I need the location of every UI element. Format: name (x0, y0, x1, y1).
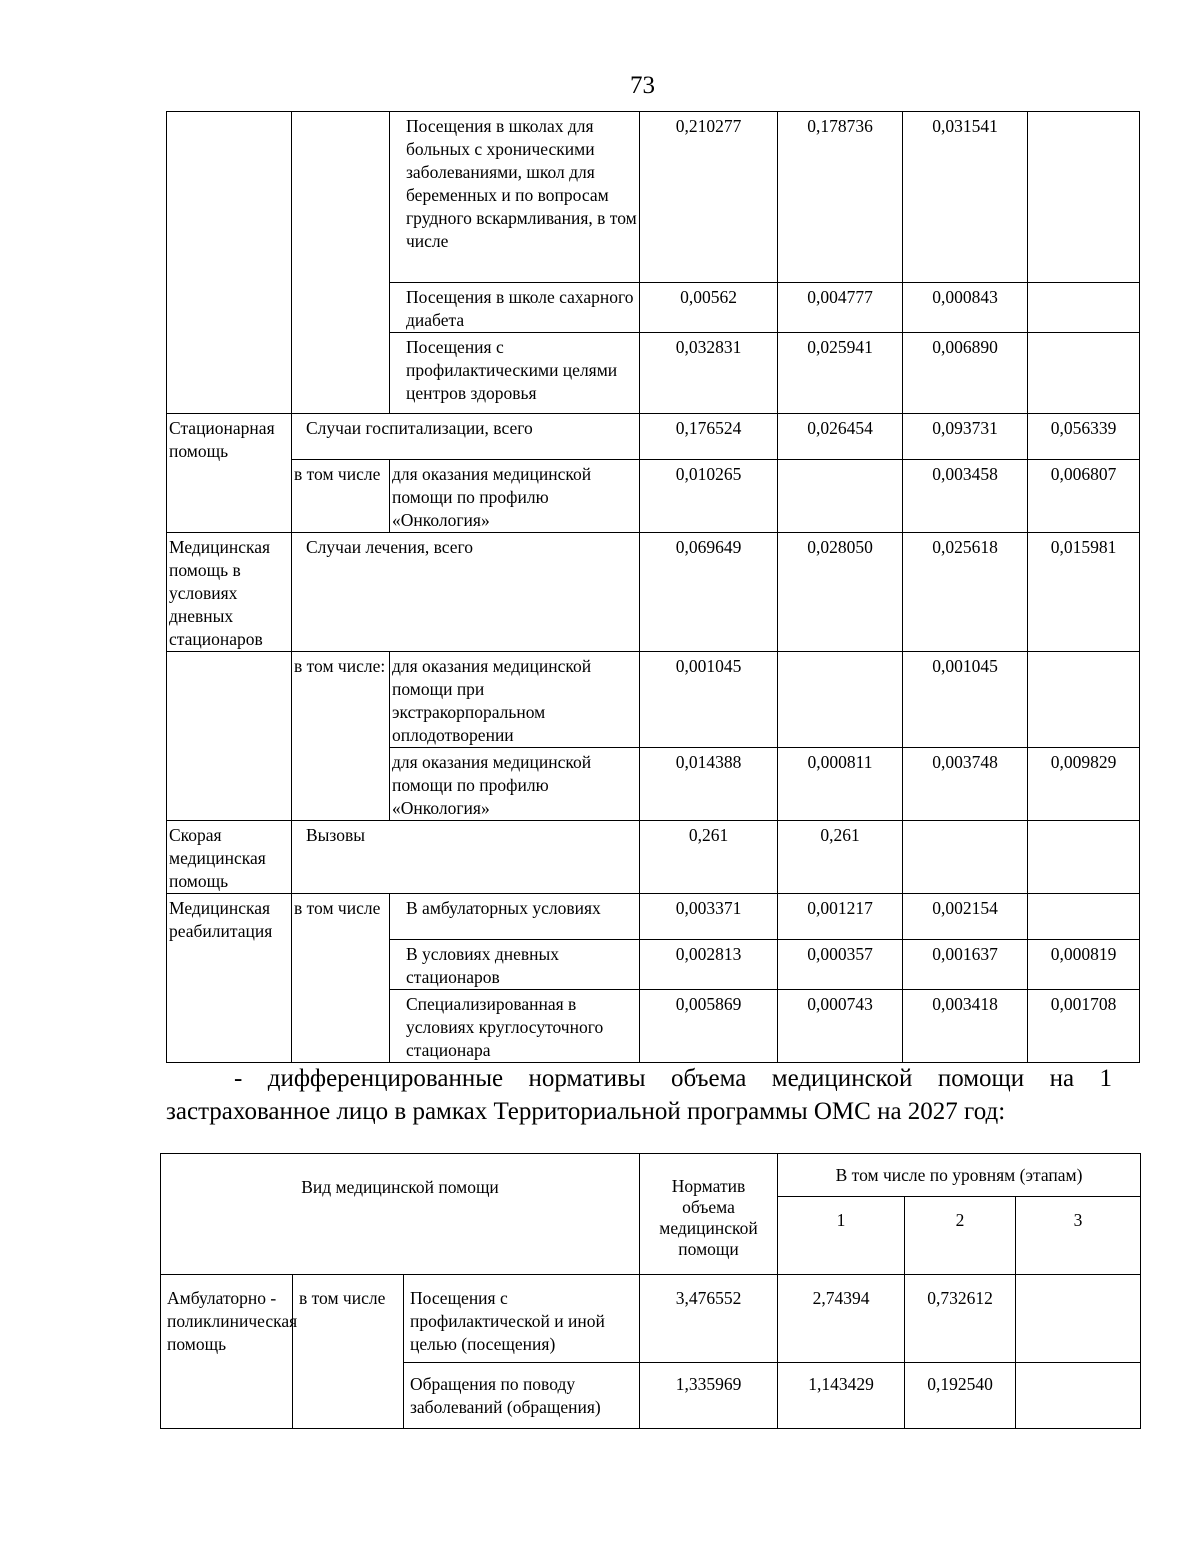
cell-level-1: 0,001217 (778, 894, 903, 940)
table-row (167, 533, 1140, 652)
cell-level-1: 0,000811 (778, 748, 903, 821)
cell-level-1 (778, 652, 903, 748)
cell-level-3 (1028, 821, 1140, 894)
cell-group: Амбулаторно - поликлиническая помощь (161, 1275, 293, 1429)
cell-norm: 0,001045 (640, 652, 778, 748)
cell-level-2: 0,003748 (903, 748, 1028, 821)
cell-label: В условиях дневных стационаров (390, 940, 640, 990)
cell-level-1: 0,261 (778, 821, 903, 894)
cell-label: Посещения в школах для больных с хроническими заболеваниями, школ для беременных и по вопросам грудного вскармливания, в том числе (390, 112, 640, 283)
cell-level-2: 0,001045 (903, 652, 1028, 748)
table-row (167, 414, 1140, 460)
cell-norm: 3,476552 (640, 1275, 778, 1363)
cell-level-1: 0,028050 (778, 533, 903, 652)
table-row (167, 460, 1140, 533)
table-header-row (161, 1154, 1141, 1197)
cell-sub: в том числе (292, 894, 390, 1063)
cell-group (167, 652, 292, 821)
cell-label: Вызовы (292, 821, 640, 894)
table-row (167, 821, 1140, 894)
cell-norm: 0,00562 (640, 283, 778, 333)
cell-level-2: 0,732612 (905, 1275, 1016, 1363)
cell-label: для оказания медицинской помощи при экстракорпоральном оплодотворении (390, 652, 640, 748)
paragraph-line-1: - дифференцированные нормативы объема медицинской помощи на 1 (234, 1065, 1112, 1092)
cell-label: В амбулаторных условиях (390, 894, 640, 940)
cell-level-2: 0,003458 (903, 460, 1028, 533)
cell-level-3: 0,000819 (1028, 940, 1140, 990)
cell-level-3: 0,056339 (1028, 414, 1140, 460)
cell-norm: 0,005869 (640, 990, 778, 1063)
cell-norm: 0,014388 (640, 748, 778, 821)
cell-norm: 0,032831 (640, 333, 778, 414)
cell-group (167, 112, 292, 414)
cell-level-2: 0,192540 (905, 1363, 1016, 1429)
cell-group: Стационарная помощь (167, 414, 292, 533)
table-row (167, 112, 1140, 283)
header-level-3: 3 (1016, 1197, 1141, 1275)
header-norm: Норматив объема медицинской помощи (640, 1154, 778, 1275)
cell-level-1: 0,178736 (778, 112, 903, 283)
cell-level-2: 0,001637 (903, 940, 1028, 990)
cell-level-3: 0,006807 (1028, 460, 1140, 533)
norms-table-continued (166, 111, 1140, 1063)
cell-level-1: 0,025941 (778, 333, 903, 414)
cell-level-1 (778, 460, 903, 533)
cell-level-2: 0,006890 (903, 333, 1028, 414)
cell-group: Медицинская реабилитация (167, 894, 292, 1063)
cell-level-2: 0,000843 (903, 283, 1028, 333)
cell-norm: 0,210277 (640, 112, 778, 283)
header-level-2: 2 (905, 1197, 1016, 1275)
cell-label: Посещения с профилактической и иной целью (посещения) (404, 1275, 640, 1363)
header-kind: Вид медицинской помощи (161, 1154, 640, 1275)
cell-label: Специализированная в условиях круглосуточного стационара (390, 990, 640, 1063)
table-row (161, 1275, 1141, 1363)
page-number: 73 (630, 72, 655, 99)
cell-label: Обращения по поводу заболеваний (обращения) (404, 1363, 640, 1429)
cell-level-3 (1016, 1363, 1141, 1429)
paragraph-line-2: застрахованное лицо в рамках Территориальной программы ОМС на 2027 год: (166, 1098, 1006, 1125)
cell-sub (292, 112, 390, 414)
table-row (167, 652, 1140, 748)
cell-level-2: 0,031541 (903, 112, 1028, 283)
cell-level-2: 0,003418 (903, 990, 1028, 1063)
cell-norm: 0,003371 (640, 894, 778, 940)
cell-level-3: 0,009829 (1028, 748, 1140, 821)
header-level-1: 1 (778, 1197, 905, 1275)
cell-group: Скорая медицинская помощь (167, 821, 292, 894)
cell-level-3 (1028, 894, 1140, 940)
cell-level-2: 0,002154 (903, 894, 1028, 940)
cell-norm: 0,010265 (640, 460, 778, 533)
header-levels: В том числе по уровням (этапам) (778, 1154, 1141, 1197)
cell-level-1: 0,026454 (778, 414, 903, 460)
cell-label: Посещения в школе сахарного диабета (390, 283, 640, 333)
norms-table-2027 (160, 1153, 1141, 1429)
cell-level-3 (1028, 333, 1140, 414)
cell-label: для оказания медицинской помощи по профилю «Онкология» (390, 748, 640, 821)
cell-label: Посещения с профилактическими целями центров здоровья (390, 333, 640, 414)
cell-sub: в том числе: (292, 652, 390, 821)
cell-norm: 0,069649 (640, 533, 778, 652)
cell-level-3 (1016, 1275, 1141, 1363)
cell-level-3 (1028, 112, 1140, 283)
cell-level-2: 0,093731 (903, 414, 1028, 460)
cell-label: для оказания медицинской помощи по профилю «Онкология» (390, 460, 640, 533)
cell-level-3 (1028, 283, 1140, 333)
cell-label: Случаи лечения, всего (292, 533, 640, 652)
cell-label: Случаи госпитализации, всего (292, 414, 640, 460)
cell-level-3: 0,001708 (1028, 990, 1140, 1063)
cell-level-1: 0,000357 (778, 940, 903, 990)
cell-norm: 0,002813 (640, 940, 778, 990)
cell-sub: в том числе (293, 1275, 404, 1429)
cell-level-2 (903, 821, 1028, 894)
cell-level-1: 0,004777 (778, 283, 903, 333)
cell-level-2: 0,025618 (903, 533, 1028, 652)
table-row (167, 894, 1140, 940)
cell-level-3: 0,015981 (1028, 533, 1140, 652)
cell-group: Медицинская помощь в условиях дневных стационаров (167, 533, 292, 652)
cell-norm: 0,261 (640, 821, 778, 894)
cell-sub: в том числе (292, 460, 390, 533)
cell-level-1: 1,143429 (778, 1363, 905, 1429)
cell-norm: 1,335969 (640, 1363, 778, 1429)
cell-level-3 (1028, 652, 1140, 748)
cell-norm: 0,176524 (640, 414, 778, 460)
cell-level-1: 0,000743 (778, 990, 903, 1063)
cell-level-1: 2,74394 (778, 1275, 905, 1363)
